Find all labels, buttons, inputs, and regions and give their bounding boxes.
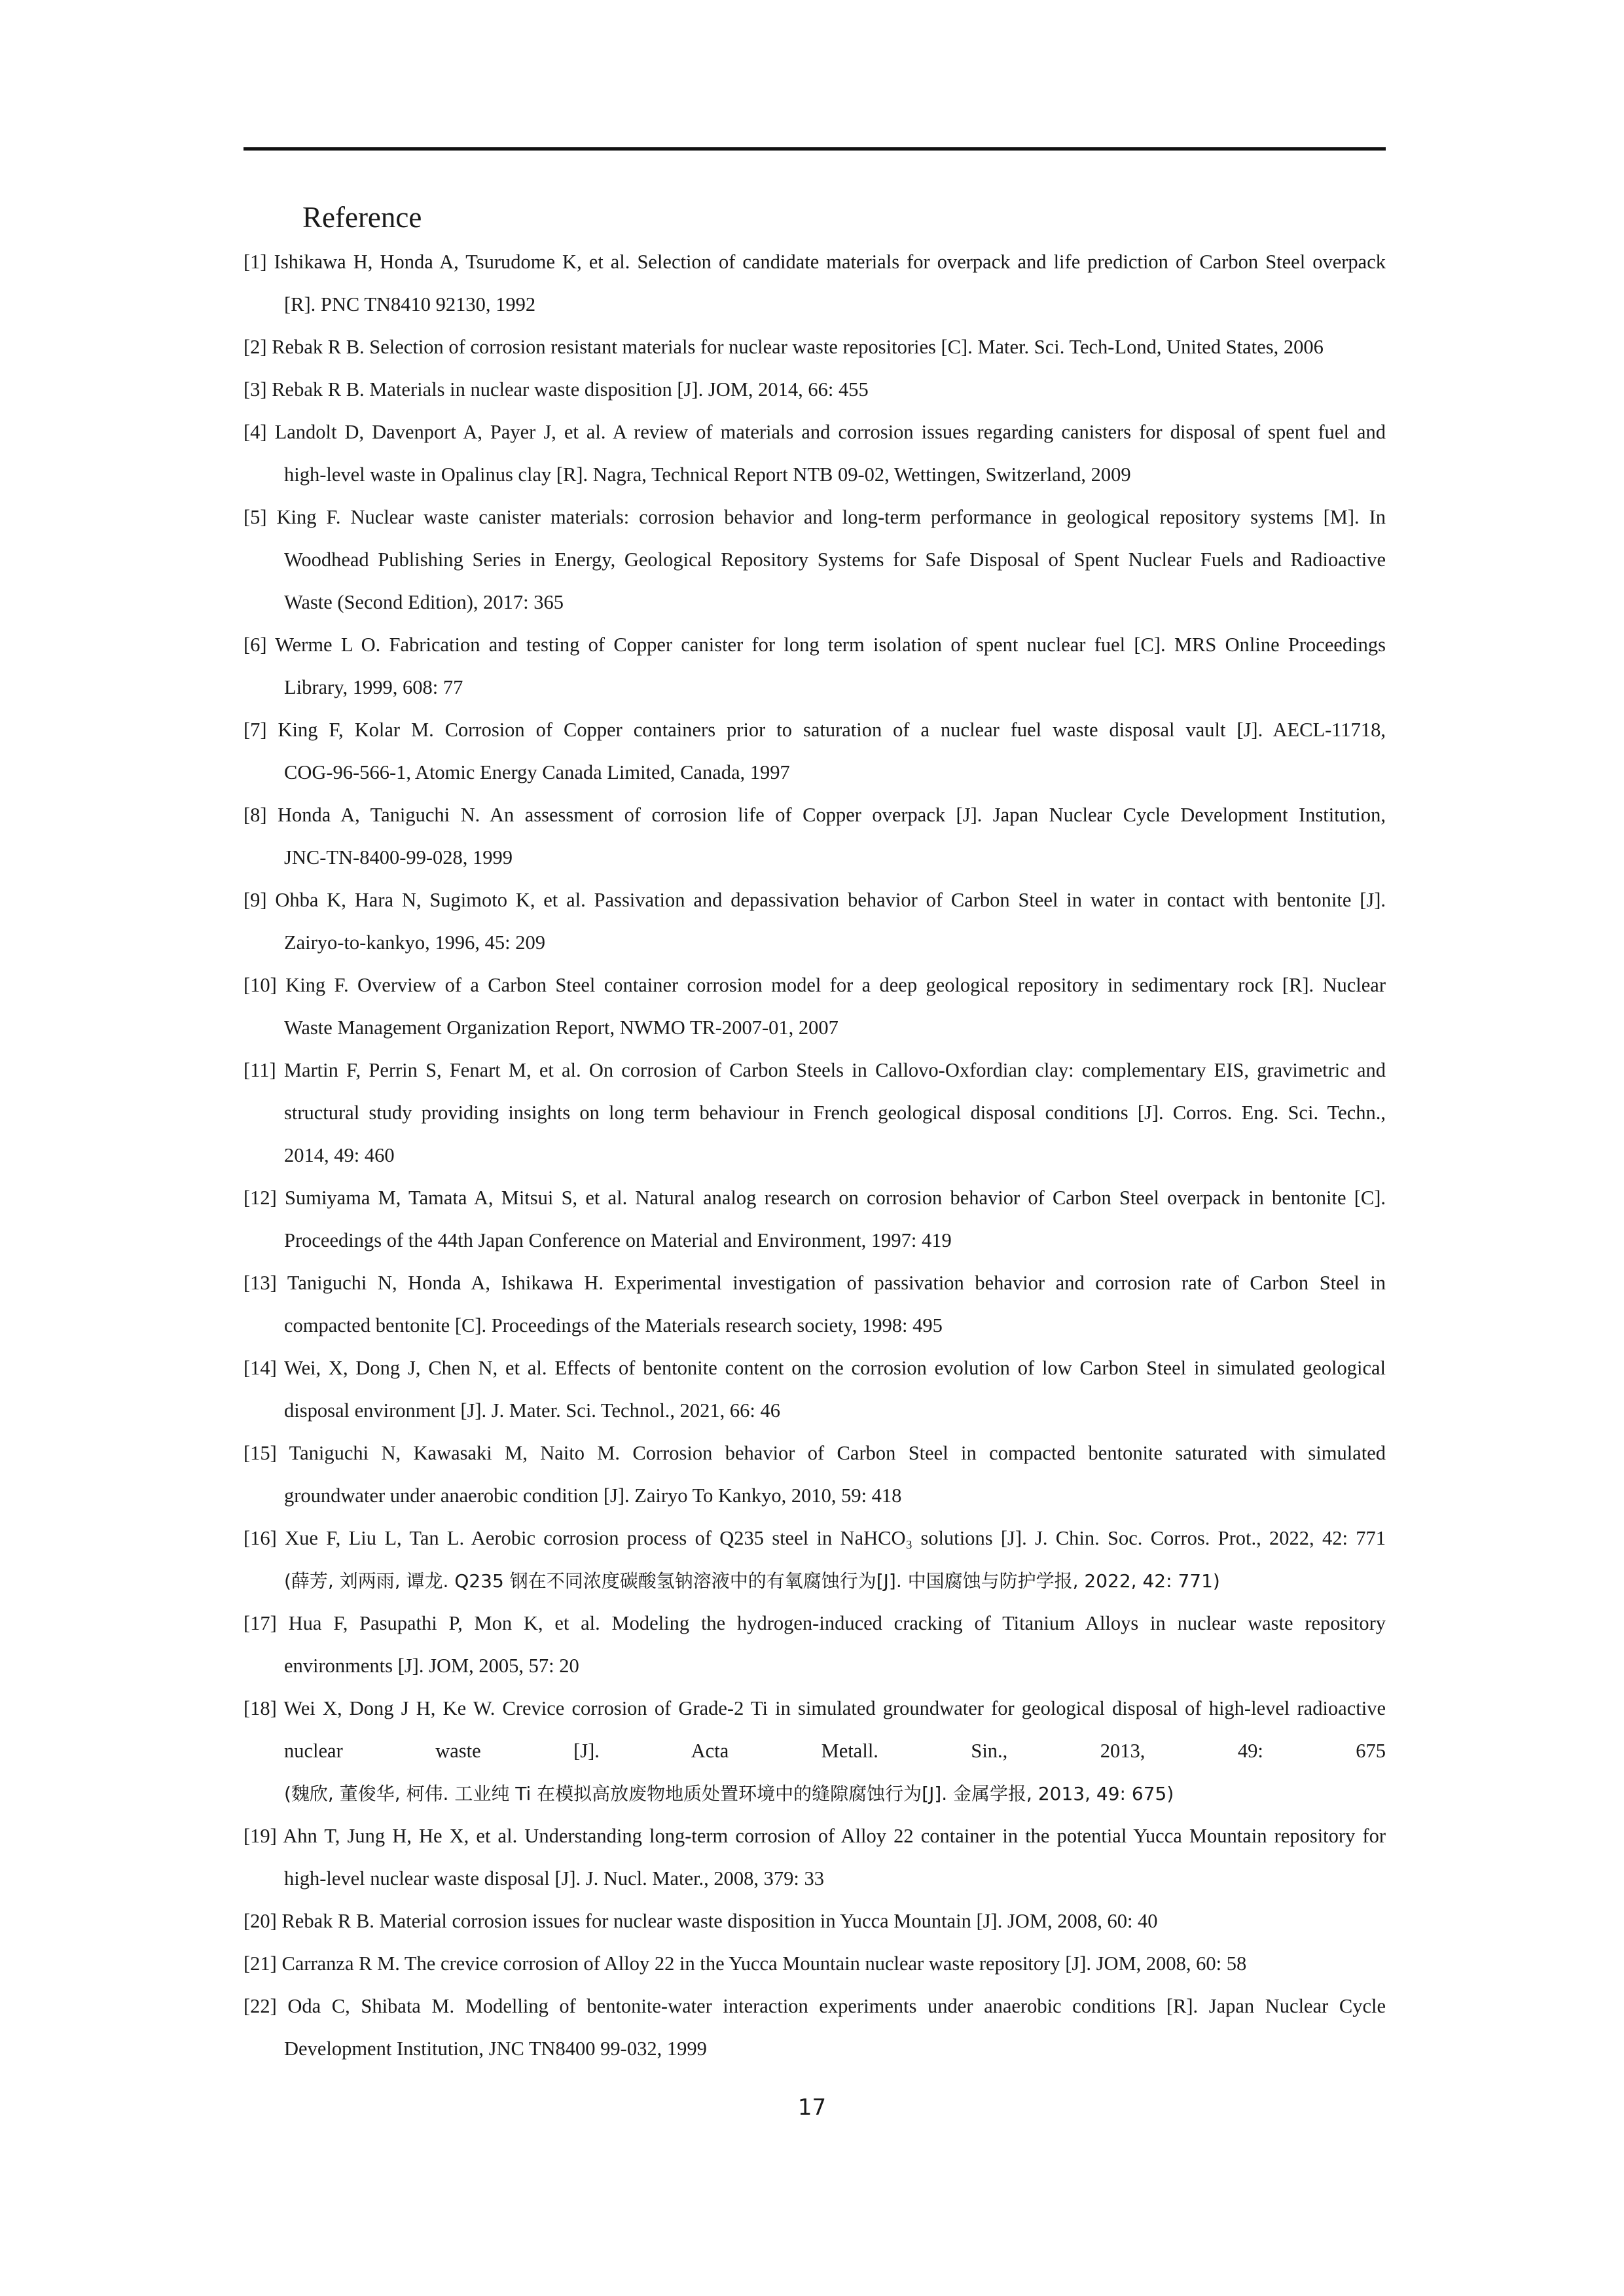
reference-item [244,1943,1386,1985]
reference-line: nuclear waste [J]. Acta Metall. Sin., 2013, 49: 675 [284,1740,1386,1762]
reference-line: COG-96-566-1, Atomic Energy Canada Limited, Canada, 1997 [284,761,790,783]
reference-line: (魏欣, 董俊华, 柯伟. 工业纯 Ti 在模拟高放废物地质处置环境中的缝隙腐蚀行为[J]. 金属学报, 2013, 49: 675) [284,1783,1174,1804]
reference-line: [1] Ishikawa H, Honda A, Tsurudome K, et al. Selection of candidate materials for overpack and life prediction of Carbon Steel overpack [244,251,1386,273]
reference-line: [8] Honda A, Taniguchi N. An assessment of corrosion life of Copper overpack [J]. Japan Nuclear Cycle Development Institution, [244,804,1386,826]
reference-item [244,1432,1386,1517]
reference-item [244,326,1386,368]
reference-line: [5] King F. Nuclear waste canister materials: corrosion behavior and long-term performance in geological repository systems [M]. In [244,506,1386,528]
reference-line: Proceedings of the 44th Japan Conference on Material and Environment, 1997: 419 [284,1229,952,1251]
reference-line: [7] King F, Kolar M. Corrosion of Copper containers prior to saturation of a nuclear fuel waste disposal vault [J]. AECL-11718, [244,719,1386,741]
reference-line: [10] King F. Overview of a Carbon Steel container corrosion model for a deep geological repository in sedimentary rock [R]. Nuclear [244,974,1386,996]
references-heading: Reference [302,201,422,234]
reference-item [244,964,1386,1049]
reference-line: [19] Ahn T, Jung H, He X, et al. Understanding long-term corrosion of Alloy 22 container in the potential Yucca Mountain repository for [244,1825,1386,1847]
reference-line: [14] Wei, X, Dong J, Chen N, et al. Effects of bentonite content on the corrosion evolution of low Carbon Steel in simulated geological [244,1357,1386,1379]
reference-item [244,624,1386,709]
reference-line: [11] Martin F, Perrin S, Fenart M, et al. On corrosion of Carbon Steels in Callovo-Oxfordian clay: complementary EIS, gravimetric and [244,1059,1386,1081]
reference-line: [17] Hua F, Pasupathi P, Mon K, et al. Modeling the hydrogen-induced cracking of Titanium Alloys in nuclear waste repository [244,1612,1386,1634]
reference-item [244,1517,1386,1602]
reference-line: [R]. PNC TN8410 92130, 1992 [284,293,536,315]
reference-list [244,241,1386,2070]
reference-line: Woodhead Publishing Series in Energy, Geological Repository Systems for Safe Disposal of Spent Nuclear Fuels and Radioactive [284,548,1386,571]
reference-item [244,709,1386,794]
reference-item [244,1900,1386,1943]
page-number: 17 [797,2094,827,2121]
reference-item [244,1687,1386,1815]
reference-line: Library, 1999, 608: 77 [284,676,463,698]
reference-line: [13] Taniguchi N, Honda A, Ishikawa H. Experimental investigation of passivation behavior and corrosion rate of Carbon Steel in [244,1272,1386,1294]
reference-line: [16] Xue F, Liu L, Tan L. Aerobic corrosion process of Q235 steel in NaHCO₃ solutions [J]. J. Chin. Soc. Corros. Prot., 2022, 42: 771 [244,1527,1386,1549]
reference-item [244,1815,1386,1900]
reference-item [244,1985,1386,2070]
reference-item [244,368,1386,411]
reference-line: environments [J]. JOM, 2005, 57: 20 [284,1655,579,1677]
reference-line: [15] Taniguchi N, Kawasaki M, Naito M. Corrosion behavior of Carbon Steel in compacted bentonite saturated with simulated [244,1442,1386,1464]
reference-line: disposal environment [J]. J. Mater. Sci. Technol., 2021, 66: 46 [284,1399,781,1422]
reference-line: [3] Rebak R B. Materials in nuclear waste disposition [J]. JOM, 2014, 66: 455 [244,378,869,401]
reference-line: [18] Wei X, Dong J H, Ke W. Crevice corrosion of Grade-2 Ti in simulated groundwater for geological disposal of high-level radioactive [244,1697,1386,1719]
reference-line: Waste Management Organization Report, NWMO TR-2007-01, 2007 [284,1016,839,1039]
reference-line: [22] Oda C, Shibata M. Modelling of bentonite-water interaction experiments under anaerobic conditions [R]. Japan Nuclear Cycle [244,1995,1386,2017]
reference-line: [2] Rebak R B. Selection of corrosion resistant materials for nuclear waste repositories [C]. Mater. Sci. Tech-Lond, United States, 2006 [244,336,1324,358]
reference-line: groundwater under anaerobic condition [J]. Zairyo To Kankyo, 2010, 59: 418 [284,1484,902,1507]
reference-line: high-level nuclear waste disposal [J]. J. Nucl. Mater., 2008, 379: 33 [284,1867,825,1890]
reference-line: 2014, 49: 460 [284,1144,395,1166]
reference-item [244,879,1386,964]
reference-line: [21] Carranza R M. The crevice corrosion of Alloy 22 in the Yucca Mountain nuclear waste repository [J]. JOM, 2008, 60: 58 [244,1952,1247,1975]
reference-item [244,1602,1386,1687]
reference-item [244,794,1386,879]
reference-item [244,411,1386,496]
reference-line: [6] Werme L O. Fabrication and testing of Copper canister for long term isolation of spent nuclear fuel [C]. MRS Online Proceedings [244,634,1386,656]
reference-line: JNC-TN-8400-99-028, 1999 [284,846,513,869]
reference-item [244,1262,1386,1347]
reference-line: compacted bentonite [C]. Proceedings of the Materials research society, 1998: 495 [284,1314,943,1336]
reference-line: [4] Landolt D, Davenport A, Payer J, et al. A review of materials and corrosion issues regarding canisters for disposal of spent fuel and [244,421,1386,443]
reference-line: [20] Rebak R B. Material corrosion issues for nuclear waste disposition in Yucca Mountain [J]. JOM, 2008, 60: 40 [244,1910,1158,1932]
reference-line: [9] Ohba K, Hara N, Sugimoto K, et al. Passivation and depassivation behavior of Carbon Steel in water in contact with bentonite [J]. [244,889,1386,911]
reference-line: Development Institution, JNC TN8400 99-032, 1999 [284,2037,707,2060]
reference-item [244,1347,1386,1432]
reference-item [244,496,1386,624]
reference-line: (薛芳, 刘两雨, 谭龙. Q235 钢在不同浓度碳酸氢钠溶液中的有氧腐蚀行为[J]. 中国腐蚀与防护学报, 2022, 42: 771) [284,1570,1220,1592]
header-rule [244,147,1386,151]
reference-line: high-level waste in Opalinus clay [R]. Nagra, Technical Report NTB 09-02, Wettingen, Switzerland, 2009 [284,463,1131,486]
reference-line: Waste (Second Edition), 2017: 365 [284,591,564,613]
reference-line: structural study providing insights on long term behaviour in French geological disposal conditions [J]. Corros. Eng. Sci. Techn., [284,1102,1386,1124]
reference-item [244,241,1386,326]
reference-line: Zairyo-to-kankyo, 1996, 45: 209 [284,931,545,954]
reference-line: [12] Sumiyama M, Tamata A, Mitsui S, et al. Natural analog research on corrosion behavior of Carbon Steel overpack in bentonite [C]. [244,1187,1386,1209]
reference-item [244,1177,1386,1262]
reference-item [244,1049,1386,1177]
